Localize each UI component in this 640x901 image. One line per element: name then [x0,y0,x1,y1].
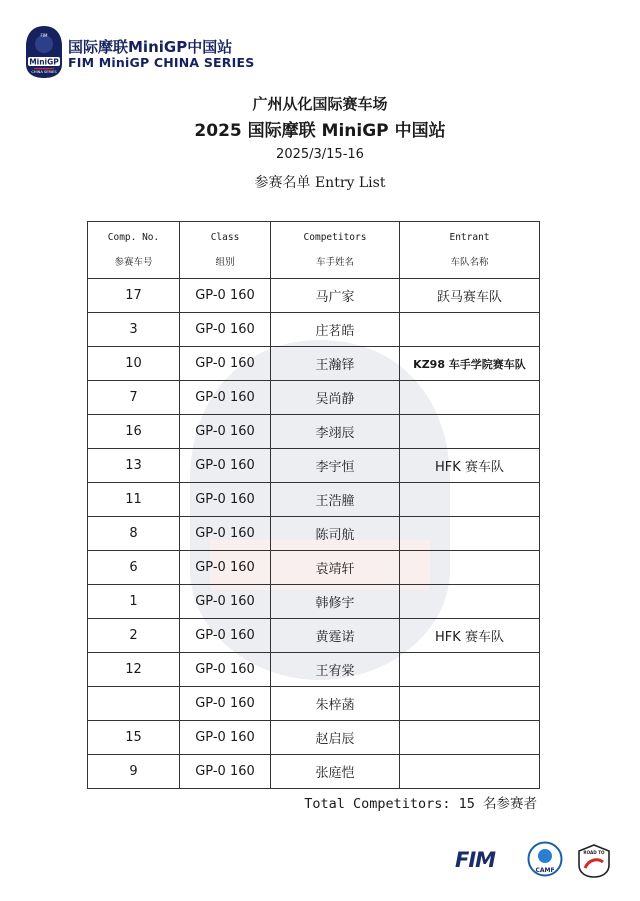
class: GP-0 160 [180,585,271,619]
entrant [400,381,540,415]
entrant [400,585,540,619]
header-entrant [400,222,540,279]
header-competitors-en: Competitors [303,232,367,243]
competitor-name: 王瀚铎 [271,347,400,381]
table-row [88,415,540,449]
event-title: 2025 国际摩联 MiniGP 中国站 [194,121,446,141]
competitor-name: 陈司航 [271,517,400,551]
logo-subtext: CHINA SERIES [31,70,57,74]
table-row [88,483,540,517]
camf-logo [527,841,563,877]
table-row [88,619,540,653]
header-entrant-cn: 车队名称 [450,257,489,268]
comp-no: 16 [88,415,180,449]
entrant: KZ98 车手学院赛车队 [400,347,540,381]
header-competitors-cn: 车手姓名 [315,257,354,268]
entrant [400,687,540,721]
entrant [400,483,540,517]
header-class-en: Class [210,232,240,243]
event-date: 2025/3/15-16 [276,147,364,162]
class: GP-0 160 [180,347,271,381]
class: GP-0 160 [180,755,271,789]
entrant: HFK 赛车队 [400,449,540,483]
table-row [88,755,540,789]
road-logo-text: ROAD TO [583,850,605,855]
class: GP-0 160 [180,279,271,313]
table-row [88,585,540,619]
comp-no: 13 [88,449,180,483]
table-row [88,721,540,755]
competitor-name: 庄茗皓 [271,313,400,347]
comp-no: 17 [88,279,180,313]
comp-no: 7 [88,381,180,415]
table-row [88,347,540,381]
entrant [400,653,540,687]
competitor-name: 李翊辰 [271,415,400,449]
class: GP-0 160 [180,653,271,687]
class: GP-0 160 [180,551,271,585]
header-comp-no [88,222,180,279]
header-competitors [271,222,400,279]
competitor-name: 黄霆诺 [271,619,400,653]
competitor-name: 王宥棠 [271,653,400,687]
table-row [88,551,540,585]
comp-no: 15 [88,721,180,755]
class: GP-0 160 [180,517,271,551]
total-competitors: Total Competitors: 15 名参赛者 [304,796,537,812]
venue-title: 广州从化国际赛车场 [252,95,388,113]
header-comp-no-cn: 参赛车号 [114,257,153,268]
logo-text: MiniGP [29,57,59,67]
competitor-name: 袁靖轩 [271,551,400,585]
class: GP-0 160 [180,483,271,517]
comp-no: 10 [88,347,180,381]
comp-no: 6 [88,551,180,585]
header-comp-no-en: Comp. No. [107,232,160,243]
comp-no: 2 [88,619,180,653]
brand-name-cn: 国际摩联MiniGP中国站 [68,38,233,56]
table-header-row [88,222,540,279]
header-class-cn: 组别 [215,257,235,268]
comp-no: 1 [88,585,180,619]
comp-no: 9 [88,755,180,789]
competitor-name: 韩修宇 [271,585,400,619]
comp-no [88,687,180,721]
fim-logo: FIM [455,848,496,872]
table-row [88,313,540,347]
comp-no: 3 [88,313,180,347]
class: GP-0 160 [180,313,271,347]
header-entrant-en: Entrant [449,232,490,243]
class: GP-0 160 [180,619,271,653]
comp-no: 11 [88,483,180,517]
table-row [88,687,540,721]
table-row [88,279,540,313]
entrant [400,755,540,789]
brand-name-en: FIM MiniGP CHINA SERIES [68,55,255,70]
class: GP-0 160 [180,687,271,721]
entry-list-table [87,221,540,789]
table-row [88,517,540,551]
class: GP-0 160 [180,449,271,483]
header-class [180,222,271,279]
table-row [88,653,540,687]
entry-list-title: 参赛名单 Entry List [254,175,386,191]
class: GP-0 160 [180,381,271,415]
entrant [400,551,540,585]
table-row [88,449,540,483]
table-row [88,381,540,415]
class: GP-0 160 [180,721,271,755]
road-to-motogp-logo [576,843,612,879]
entrant [400,517,540,551]
entrant: HFK 赛车队 [400,619,540,653]
competitor-name: 张庭恺 [271,755,400,789]
competitor-name: 马广家 [271,279,400,313]
camf-logo-text: CAMF [535,867,555,874]
competitor-name: 吴尚静 [271,381,400,415]
entrant [400,313,540,347]
competitor-name: 李宇恒 [271,449,400,483]
minigp-logo [24,24,64,80]
entrant [400,415,540,449]
logo-top-text: FIM [40,33,48,38]
comp-no: 12 [88,653,180,687]
entrant: 跃马赛车队 [400,279,540,313]
class: GP-0 160 [180,415,271,449]
entrant [400,721,540,755]
competitor-name: 赵启辰 [271,721,400,755]
competitor-name: 王浩膧 [271,483,400,517]
comp-no: 8 [88,517,180,551]
competitor-name: 朱梓菡 [271,687,400,721]
